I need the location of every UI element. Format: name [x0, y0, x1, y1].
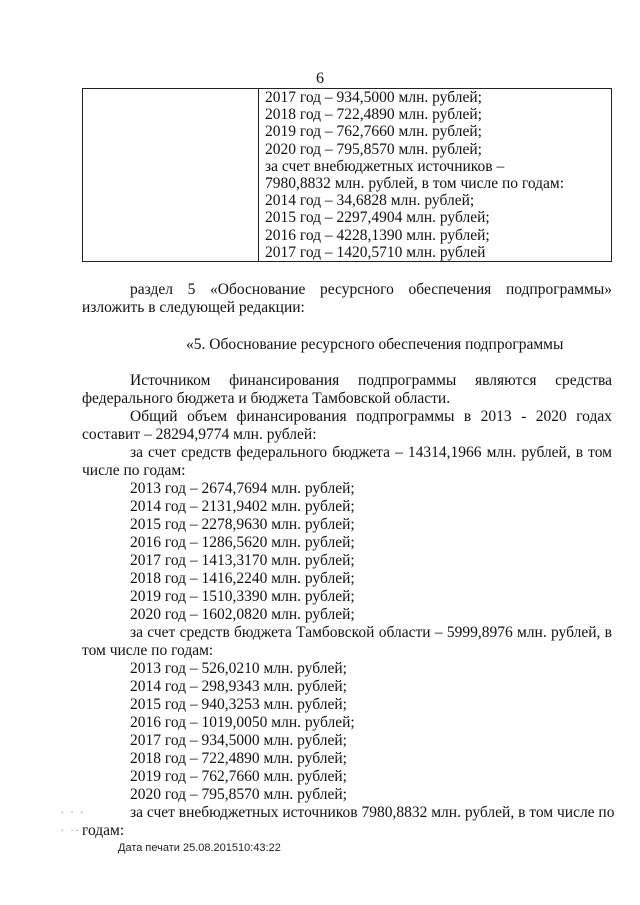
year-line: 2018 год – 1416,2240 млн. рублей; [130, 570, 355, 587]
table-right-cell [259, 89, 612, 262]
table-line: 2014 год – 34,6828 млн. рублей; [265, 192, 475, 210]
table-line: 2015 год – 2297,4904 млн. рублей; [265, 209, 490, 227]
year-line: 2014 год – 2131,9402 млн. рублей; [130, 498, 355, 515]
table-line: 2017 год – 1420,5710 млн. рублей [265, 243, 486, 261]
paragraph-line: Источником финансирования подпрограммы являются средства [130, 372, 612, 389]
year-line: 2018 год – 722,4890 млн. рублей; [130, 750, 347, 767]
table-line: 7980,8832 млн. рублей, в том числе по годам: [265, 175, 565, 193]
intro-line: изложить в следующей редакции: [82, 299, 305, 316]
page-number: 6 [316, 70, 324, 87]
table-line: 2016 год – 4228,1390 млн. рублей; [265, 226, 490, 244]
year-line: 2013 год – 526,0210 млн. рублей; [130, 660, 347, 677]
year-line: 2019 год – 1510,3390 млн. рублей; [130, 588, 355, 605]
year-line: 2017 год – 1413,3170 млн. рублей; [130, 552, 355, 569]
section-heading: «5. Обоснование ресурсного обеспечения подпрограммы [186, 336, 564, 353]
intro-line: раздел 5 «Обоснование ресурсного обеспечения подпрограммы» [130, 281, 612, 298]
paragraph-line: за счет внебюджетных источников 7980,8832 млн. рублей, в том числе по [130, 804, 615, 821]
table-line: 2018 год – 722,4890 млн. рублей; [265, 106, 482, 124]
paragraph-line: том числе по годам: [82, 642, 214, 659]
paragraph-line: составит – 28294,9774 млн. рублей: [82, 426, 317, 443]
paragraph-line: числе по годам: [82, 462, 186, 479]
table-line: 2017 год – 934,5000 млн. рублей; [265, 89, 482, 106]
year-line: 2020 год – 795,8570 млн. рублей; [130, 786, 347, 803]
paragraph-line: Общий объем финансирования подпрограммы в 2013 - 2020 годах [130, 408, 612, 425]
year-line: 2017 год – 934,5000 млн. рублей; [130, 732, 347, 749]
table-line: 2020 год – 795,8570 млн. рублей; [265, 140, 482, 158]
table-line: за счет внебюджетных источников – [265, 157, 505, 175]
scan-artifact: · · · [60, 808, 85, 817]
table-line: 2019 год – 762,7660 млн. рублей; [265, 123, 482, 141]
paragraph-line: за счет средств федерального бюджета – 14314,1966 млн. рублей, в том [130, 444, 612, 461]
paragraph-line: за счет средств бюджета Тамбовской области – 5999,8976 млн. рублей, в [130, 624, 612, 641]
year-line: 2015 год – 2278,9630 млн. рублей; [130, 516, 355, 533]
year-line: 2014 год – 298,9343 млн. рублей; [130, 678, 347, 695]
year-line: 2016 год – 1019,0050 млн. рублей; [130, 714, 355, 731]
print-date-footer: Дата печати 25.08.201510:43:22 [118, 842, 281, 854]
year-line: 2020 год – 1602,0820 млн. рублей; [130, 606, 355, 623]
table-left-cell [83, 89, 259, 262]
funding-table [82, 88, 612, 262]
year-line: 2019 год – 762,7660 млн. рублей; [130, 768, 347, 785]
year-line: 2015 год – 940,3253 млн. рублей; [130, 696, 347, 713]
scan-artifact: · ·· · [60, 826, 89, 835]
paragraph-line: федерального бюджета и бюджета Тамбовской области. [82, 390, 451, 407]
paragraph-line: годам: [82, 822, 125, 839]
year-line: 2016 год – 1286,5620 млн. рублей; [130, 534, 355, 551]
year-line: 2013 год – 2674,7694 млн. рублей; [130, 480, 355, 497]
